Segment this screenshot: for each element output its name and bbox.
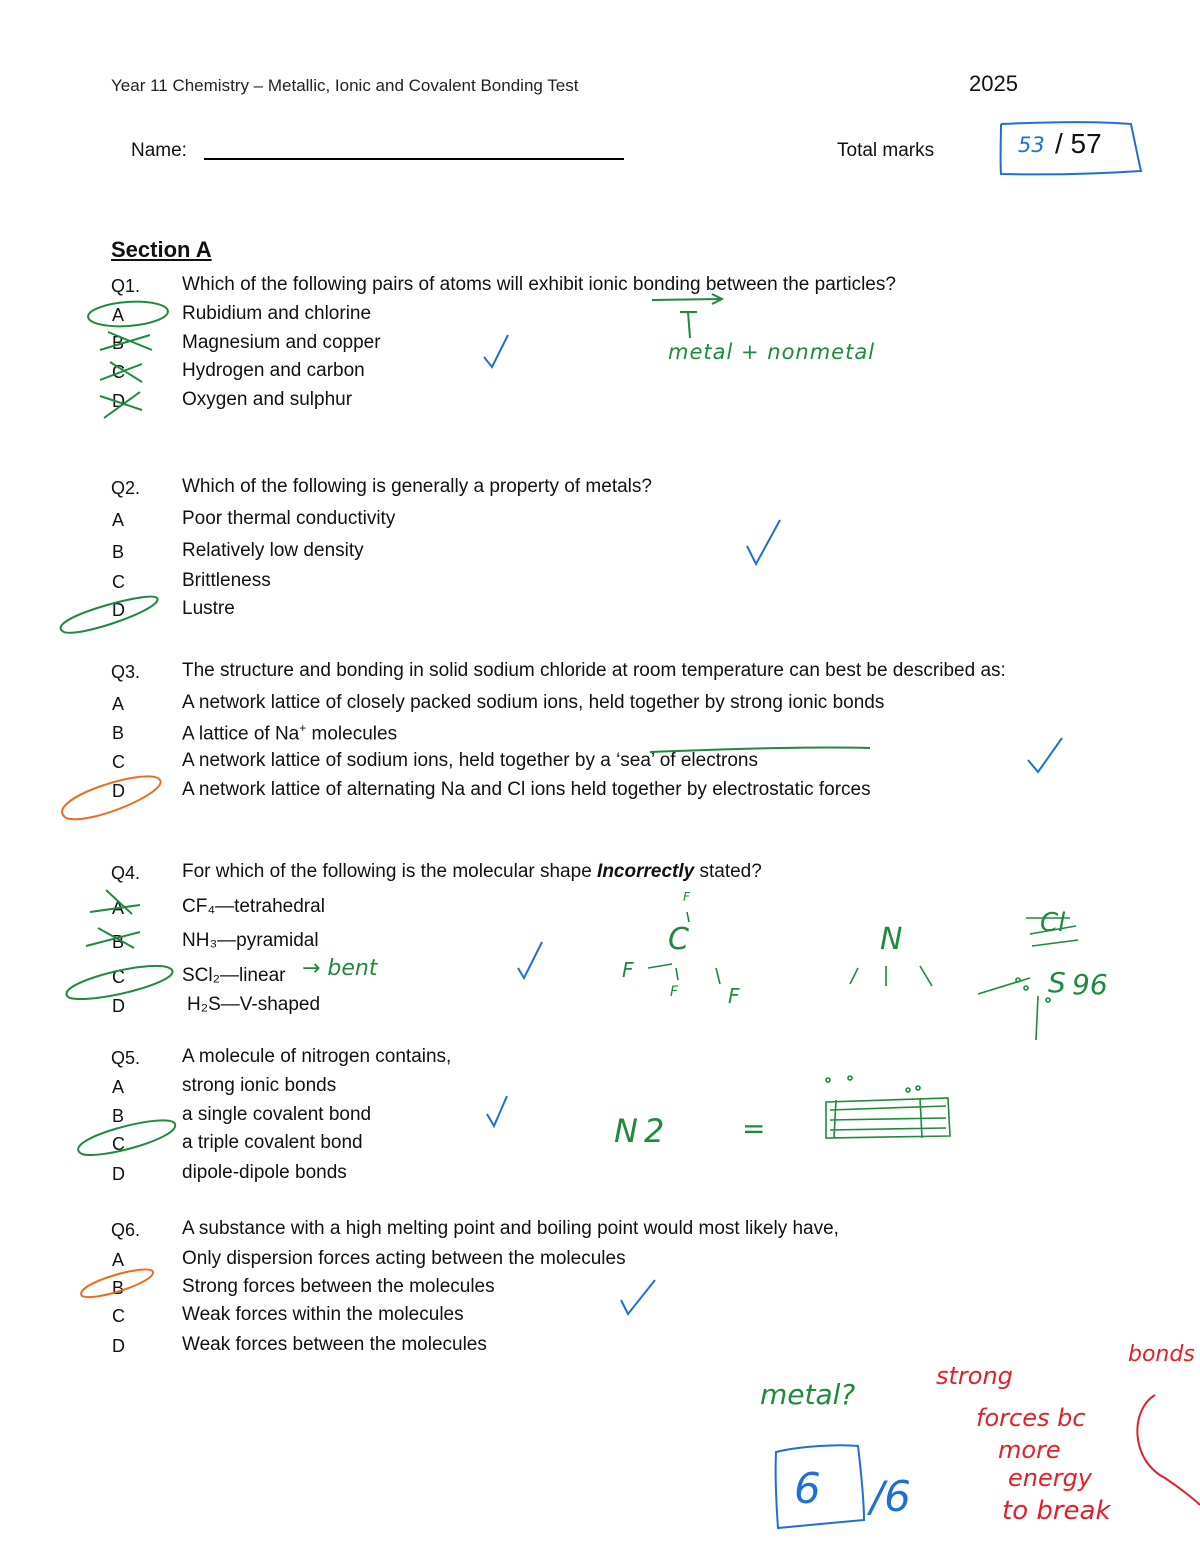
- option-letter[interactable]: A: [112, 510, 125, 530]
- option-text: Lustre: [182, 598, 235, 619]
- option-text: Weak forces between the molecules: [182, 1334, 487, 1355]
- question-number: Q5.: [111, 1048, 141, 1068]
- q6-tick: [621, 1280, 655, 1314]
- option-text: SCl₂—linear: [182, 965, 286, 986]
- option-letter[interactable]: C: [112, 967, 125, 987]
- option-letter[interactable]: C: [112, 1306, 125, 1326]
- total-marks-label: Total marks: [837, 140, 935, 161]
- option-letter[interactable]: B: [112, 333, 125, 353]
- option-letter[interactable]: B: [112, 723, 125, 743]
- q4-sketch-sulfur: S: [1048, 966, 1066, 999]
- option-text: Relatively low density: [182, 540, 364, 561]
- q4-sketch-carbon: C: [668, 922, 689, 957]
- option-letter[interactable]: B: [112, 1106, 125, 1126]
- option-letter[interactable]: A: [112, 305, 125, 325]
- option-letter[interactable]: D: [112, 391, 125, 411]
- section-max: /6: [870, 1472, 911, 1521]
- q2-tick: [747, 520, 780, 564]
- option-letter[interactable]: D: [112, 781, 125, 801]
- q4-sketch-f-top: F: [683, 890, 690, 904]
- q5-tick: [487, 1096, 507, 1126]
- option-letter[interactable]: B: [112, 542, 125, 562]
- option-letter[interactable]: A: [112, 898, 125, 918]
- question-text: For which of the following is the molecular shape Incorrectly stated?: [182, 861, 762, 882]
- option-letter[interactable]: A: [112, 694, 125, 714]
- section-score: 6: [794, 1464, 821, 1513]
- option-text: Only dispersion forces acting between the molecules: [182, 1248, 626, 1269]
- q6-break-note: to break: [1002, 1496, 1111, 1526]
- q4-sketch-chlorine: Cl: [1040, 908, 1066, 938]
- q4-sketch-number: 96: [1072, 968, 1108, 1001]
- section-title: Section A: [111, 237, 212, 262]
- option-text: a single covalent bond: [182, 1104, 372, 1125]
- q4-tick: [518, 942, 542, 978]
- option-text: A network lattice of sodium ions, held together by a ‘sea’ of electrons: [182, 750, 758, 771]
- q6-more-note: more: [998, 1436, 1061, 1464]
- option-text: Poor thermal conductivity: [182, 508, 396, 529]
- q1-answer-circle: [87, 299, 168, 329]
- document-title: Year 11 Chemistry – Metallic, Ionic and Covalent Bonding Test: [111, 76, 579, 95]
- option-text: Oxygen and sulphur: [182, 389, 353, 410]
- q6-metal-note: metal?: [760, 1378, 856, 1411]
- q4-sketch-nitrogen: N: [880, 922, 903, 957]
- total-score-handwritten: 53: [1018, 133, 1045, 157]
- option-text: NH₃—pyramidal: [182, 930, 319, 951]
- q1-cross-marks: [100, 332, 152, 418]
- option-text: Weak forces within the molecules: [182, 1304, 464, 1325]
- option-letter[interactable]: B: [112, 1278, 125, 1298]
- option-text: A network lattice of alternating Na and Cl ions held together by electrostatic forces: [182, 779, 871, 800]
- option-text: A lattice of Na+ molecules: [182, 721, 398, 745]
- question-number: Q6.: [111, 1220, 141, 1240]
- question-text: A molecule of nitrogen contains,: [182, 1046, 452, 1067]
- option-text: A network lattice of closely packed sodium ions, held together by strong ionic bonds: [182, 692, 885, 713]
- document-year: 2025: [969, 71, 1018, 96]
- option-letter[interactable]: C: [112, 572, 125, 592]
- question-number: Q3.: [111, 662, 141, 682]
- q6-energy-note: energy: [1008, 1464, 1093, 1492]
- question-number: Q4.: [111, 863, 141, 883]
- total-max: / 57: [1055, 128, 1102, 159]
- option-text: Strong forces between the molecules: [182, 1276, 495, 1297]
- q6-forces-note: forces bc: [976, 1404, 1086, 1432]
- question-text: Which of the following pairs of atoms will exhibit ionic bonding between the particles?: [182, 274, 896, 295]
- q6-red-bracket: [1137, 1395, 1200, 1505]
- option-letter[interactable]: C: [112, 752, 125, 772]
- option-text: Rubidium and chlorine: [182, 303, 372, 324]
- q2-answer-circle: [61, 597, 158, 633]
- question-text: The structure and bonding in solid sodium chloride at room temperature can best be described as:: [182, 660, 1006, 681]
- q4-sketch-f-left: F: [622, 958, 634, 982]
- option-letter[interactable]: A: [112, 1077, 125, 1097]
- option-letter[interactable]: C: [112, 362, 125, 382]
- q5-handwritten-equals: =: [742, 1112, 766, 1145]
- question-number: Q1.: [111, 276, 141, 296]
- option-letter[interactable]: B: [112, 932, 125, 952]
- q4-handwritten-note: → bent: [302, 956, 378, 981]
- option-text: Magnesium and copper: [182, 332, 381, 353]
- q1-handwritten-note: metal + nonmetal: [668, 340, 876, 364]
- option-letter[interactable]: D: [112, 996, 125, 1016]
- q1-bonding-arrow: [652, 294, 722, 338]
- option-text: strong ionic bonds: [182, 1075, 337, 1096]
- option-text: Hydrogen and carbon: [182, 360, 365, 381]
- q6-strong-note: strong: [936, 1362, 1013, 1390]
- question-number: Q2.: [111, 478, 141, 498]
- question-text: A substance with a high melting point and boiling point would most likely have,: [182, 1218, 839, 1239]
- q4-lewis-sketch: [648, 912, 1078, 1040]
- question-text: Which of the following is generally a property of metals?: [182, 476, 652, 497]
- q4-sketch-f-bottom: F: [670, 984, 679, 1000]
- q3-tick: [1028, 738, 1062, 772]
- q6-bonds-note: bonds: [1128, 1342, 1195, 1367]
- name-field-line[interactable]: [204, 158, 624, 160]
- option-text: CF₄—tetrahedral: [182, 896, 325, 917]
- name-label: Name:: [131, 140, 187, 161]
- q5-handwritten-n2: N2: [614, 1112, 671, 1150]
- option-text: dipole-dipole bonds: [182, 1162, 347, 1183]
- q5-lewis-sketch: [826, 1076, 950, 1138]
- q5-answer-circle: [78, 1120, 175, 1155]
- option-letter[interactable]: D: [112, 1164, 125, 1184]
- option-text: Brittleness: [182, 570, 271, 591]
- q1-tick: [484, 335, 508, 367]
- option-letter[interactable]: D: [112, 1336, 125, 1356]
- option-letter[interactable]: C: [112, 1134, 125, 1154]
- option-text: H₂S—V-shaped: [187, 994, 321, 1015]
- q4-sketch-f-right: F: [728, 984, 740, 1008]
- option-letter[interactable]: D: [112, 600, 125, 620]
- option-letter[interactable]: A: [112, 1250, 125, 1270]
- option-text: a triple covalent bond: [182, 1132, 363, 1153]
